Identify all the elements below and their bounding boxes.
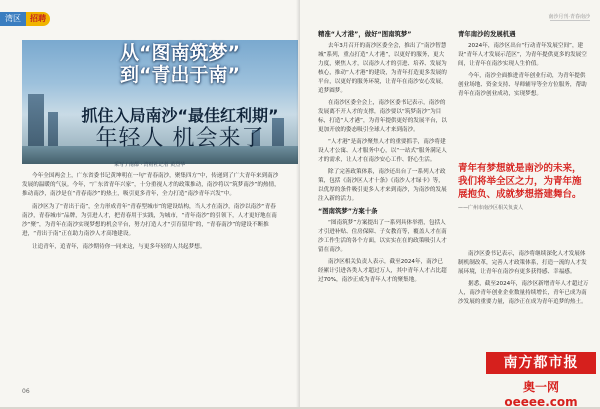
running-head-rule [550, 20, 590, 21]
section-name: 湾区 [0, 12, 26, 26]
section-tab [0, 11, 50, 27]
body-paragraph: “图南筑梦”方案提出了一系列具体举措，包括人才引进补贴、住房保障、子女教育等，覆盖人才在南沙工作生活的各个方面，以实实在在的政策吸引人才留在南沙。 [318, 220, 447, 253]
article-column-2 [458, 30, 590, 102]
section-heading: “图南筑梦”方案十条 [318, 207, 378, 215]
watermark-brand-logo: 南方都市报 [486, 352, 596, 374]
byline: 采写 / 南都 · 湾财社记者 黄烈华 [114, 162, 186, 168]
hero-title-line2: 到“青出于南” [120, 64, 240, 86]
hero-image [22, 40, 298, 168]
intro-paragraph: 今年全国两会上，广东省委书记黄坤明在一句“青春南沙，聚集四方”中，传递到了广大青年来到南沙发展的温暖的气氛。今年，“广东省青年兴家”，十分重视人才的政策推动，南沙将以“筑梦南沙”的热情，推动南沙，南沙是在“青春南沙”的热土，吸引更多青年，全力打造“南沙青年兴发”中。 [22, 173, 280, 197]
running-head: 南沙月刊·青春南沙 [548, 14, 590, 20]
section-badge: 招聘 [26, 12, 50, 26]
hero-title-line1: 从“图南筑梦” [120, 42, 240, 64]
hero-headline: 抓住入局南沙“最佳红利期” [81, 106, 279, 125]
hero-title [62, 42, 298, 86]
article-column-1 [318, 30, 448, 288]
article-column-2-continued [458, 250, 590, 310]
section-heading: 精准“人才港”，做好“图南筑梦” [318, 30, 412, 38]
watermark-site: 奥一网 oeeee.com [504, 380, 578, 409]
body-paragraph: 南沙区相关负责人表示，截至2024年，南沙已经累计引进各类人才超过万人，其中青年人才占比超过70%，南沙正成为青年人才的聚集地。 [318, 259, 447, 283]
pull-quote-source: ——广州市南沙区相关负责人 [458, 205, 524, 211]
body-paragraph: 去年3月召开的南沙区委全会，推出了“南沙智慧城”系列，重点打造“人才港”，以更好的服务，更大力度，聚焦人才，以南沙人才的引进、培养、发展为核心，推动“人才港”的建设，为青年打造更多发展的平台，以更好的服务环境，让青年在南沙安心发展，追梦圆梦。 [318, 43, 447, 94]
page-number: 06 [22, 388, 30, 395]
hero-headline-large: 年轻人 机会来了 [95, 126, 265, 151]
intro-text [22, 172, 280, 256]
left-page [0, 0, 300, 407]
intro-paragraph: 让追青年，追青年，南沙期待你一同来这，与更多年轻的人共起梦想。 [32, 244, 206, 250]
pull-quote-text: 青年有梦想就是南沙的未来，我们将举全区之力，为青年施展抱负、成就梦想搭建舞台。 [458, 163, 582, 200]
body-paragraph: 南沙区委书记表示，南沙将继续深化人才发展体制机制改革，完善人才政策体系，打造一流的人才发展环境，让青年在南沙有更多获得感、幸福感。 [458, 251, 587, 275]
watermark [482, 352, 598, 409]
body-paragraph: “人才港”是南沙聚焦人才的重要抓手，南沙将建设人才公寓、人才服务中心，以“一站式”服务满足人才的需求，让人才在南沙安心工作、舒心生活。 [318, 139, 447, 163]
pull-quote [458, 162, 590, 212]
hero-headline-block [62, 106, 298, 152]
body-paragraph: 据悉，截至2024年，南沙区新增青年人才超过万人，南沙青年创业企业数量持续增长，青年已成为南沙发展的重要力量，南沙正在成为青年追梦的热土。 [458, 281, 589, 305]
body-paragraph: 在南沙区委全会上，南沙区委书记表示，南沙的发展离不开人才的支撑，南沙要以“筑梦南沙”为目标，打造“人才港”，为青年提供更好的发展平台，以更加开放的姿态吸引全球人才来到南沙。 [318, 100, 447, 133]
body-paragraph: 2024年，南沙区出台“行动青年发展空间”，建设“青年人才发展示范区”，为青年提供更多的发展空间，让青年在南沙实现人生价值。 [458, 43, 587, 67]
body-paragraph: 今年，南沙全面推进青年创业行动，为青年提供创业场地、资金支持、导师辅导等全方位服务，帮助青年在南沙创业成功，实现梦想。 [458, 73, 587, 97]
intro-paragraph: 南沙区为了“青出于南”，全力形成青年“青春型城市”的建设结构，当人才在南沙，南沙以南沙“青春南沙，青春城市”品牌，为引进人才，把青春用于实践，为城市，“青年南沙”的引领下，人才更好地在南沙“聚”，为青年在南沙实现梦想的机会平台，努力打造人才“引育留用”的，“青春南沙”的建设不断推进，“青出于南”正在助力南沙人才高地建设。 [22, 204, 277, 237]
section-heading: 青年南沙的发展机遇 [458, 30, 516, 38]
body-paragraph: 除了完善政策体系，南沙还出台了一系列人才政策，包括《南沙区人才十条》《南沙人才绿卡》等，以优厚的条件吸引更多人才来到南沙，为南沙的发展注入新的活力。 [318, 169, 447, 202]
